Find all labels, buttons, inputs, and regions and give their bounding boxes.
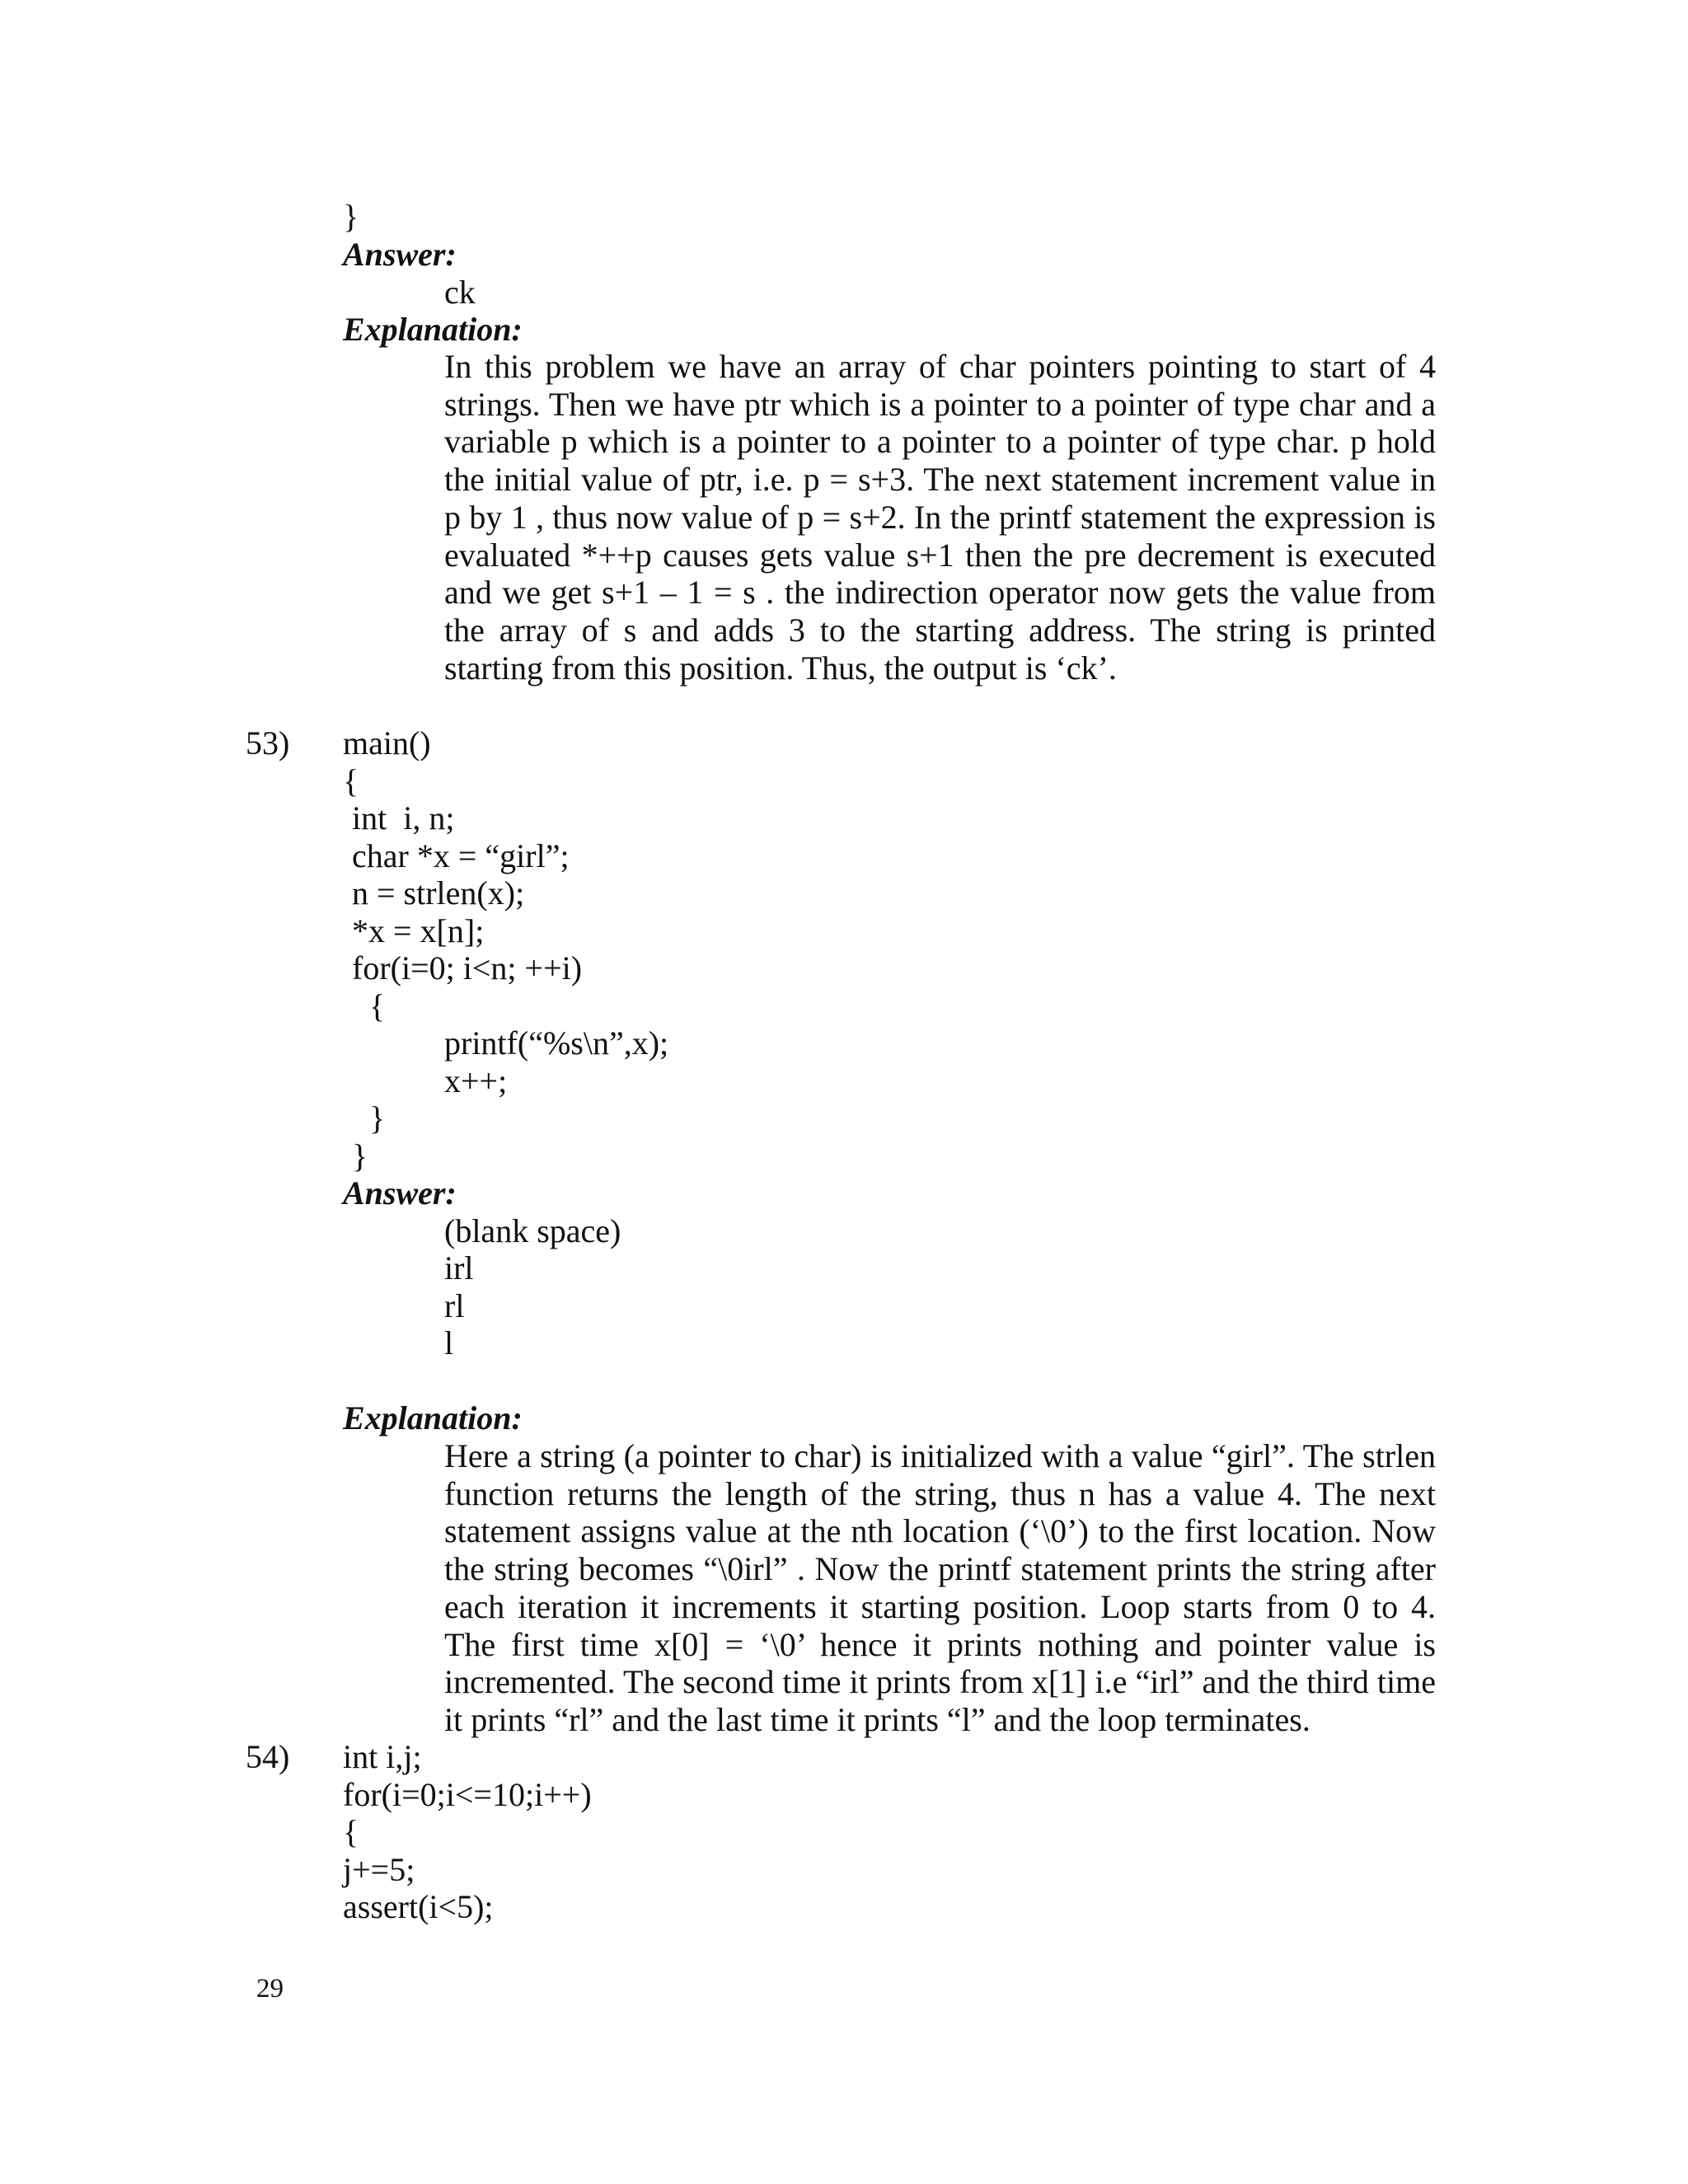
answer-heading: Answer: xyxy=(343,1174,457,1212)
code-line: int i, n; xyxy=(352,799,455,837)
explanation-paragraph: Here a string (a pointer to char) is initialized with a value “girl”. The strlen function returns the length of the string, thus n has a value 4. The next statement assigns value at the nth location (‘\0’) to the first location. Now the string becomes “\0irl” . Now the printf statement prints the string after each iteration it increments it starting position. Loop starts from 0 to 4. The first time x[0] = ‘\0’ hence it prints nothing and pointer value is incremented. The second time it prints from x[1] i.e “irl” and the third time it prints “rl” and the last time it prints “l” and the loop terminates. xyxy=(444,1437,1436,1738)
code-line: { xyxy=(343,1813,359,1850)
code-line: char *x = “girl”; xyxy=(352,837,570,874)
code-line: main() xyxy=(343,724,431,762)
code-line: { xyxy=(369,987,386,1024)
code-line: assert(i<5); xyxy=(343,1888,494,1925)
answer-line: rl xyxy=(444,1287,465,1324)
answer-line: l xyxy=(444,1324,454,1361)
code-line: j+=5; xyxy=(343,1851,415,1888)
page-number: 29 xyxy=(256,1974,284,2004)
code-closing-brace: } xyxy=(343,198,359,235)
explanation-heading: Explanation: xyxy=(343,1399,523,1436)
answer-value: ck xyxy=(444,274,476,311)
code-line: { xyxy=(343,762,359,799)
code-line: for(i=0;i<=10;i++) xyxy=(343,1776,592,1813)
code-line: } xyxy=(369,1099,386,1137)
answer-line: irl xyxy=(444,1249,474,1286)
explanation-heading: Explanation: xyxy=(343,311,523,348)
code-line: int i,j; xyxy=(343,1738,422,1775)
code-line: for(i=0; i<n; ++i) xyxy=(352,949,583,987)
answer-line: (blank space) xyxy=(444,1212,621,1249)
question-number-53: 53) xyxy=(246,724,290,762)
code-line: } xyxy=(352,1137,368,1174)
explanation-paragraph: In this problem we have an array of char pointers pointing to start of 4 strings. Then we have ptr which is a pointer to a pointer of type char and a variable p which is a pointer to a pointer to a pointer of type char. p hold the initial value of ptr, i.e. p = s+3. The next statement increment value in p by 1 , thus now value of p = s+2. In the printf statement the expression is evaluated *++p causes gets value s+1 then the pre decrement is executed and we get s+1 – 1 = s . the indirection operator now gets the value from the array of s and adds 3 to the starting address. The string is printed starting from this position. Thus, the output is ‘ck’. xyxy=(444,348,1436,687)
code-line: n = strlen(x); xyxy=(352,874,525,912)
code-line: *x = x[n]; xyxy=(352,912,485,949)
question-number-54: 54) xyxy=(246,1738,290,1775)
code-line: x++; xyxy=(444,1062,508,1099)
code-line: printf(“%s\n”,x); xyxy=(444,1024,669,1062)
answer-heading: Answer: xyxy=(343,236,457,273)
